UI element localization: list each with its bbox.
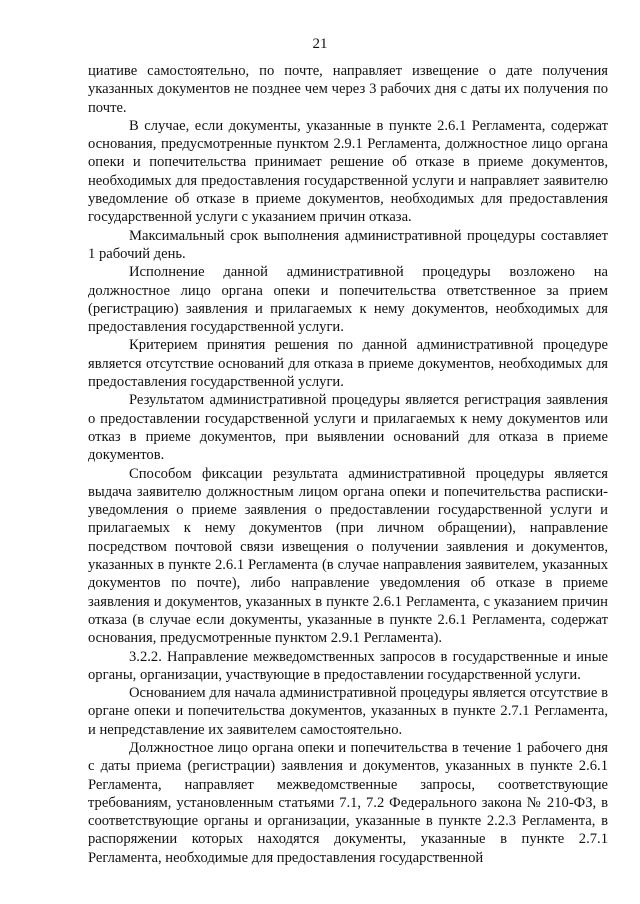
paragraph-refusal-case: В случае, если документы, указанные в пункте 2.6.1 Регламента, содержат основания, предусмотренные пунктом 2.9.1 Регламента, должностное лицо органа опеки и попечительства принимает решение об отказе в приеме документов, необходимых для предоставления государственной услуги и направляет заявителю уведомление об отказе в приеме документов, необходимых для предоставления государственной услуги с указанием причин отказа. (88, 117, 608, 226)
section-heading-3-2-2: 3.2.2. Направление межведомственных запросов в государственные и иные органы, организации, участвующие в предоставлении государственной услуги. (88, 648, 608, 683)
paragraph-decision-criterion: Критерием принятия решения по данной административной процедуре является отсутствие оснований для отказа в приеме документов, необходимых для предоставления государственной услуги. (88, 337, 608, 391)
paragraph-procedure-result: Результатом административной процедуры является регистрация заявления о предоставлении государственной услуги и прилагаемых к нему документов или отказ в приеме документов, при выявлении оснований для отказа в приеме документов. (88, 392, 608, 464)
paragraph-procedure-basis: Основанием для начала административной процедуры является отсутствие в органе опеки и попечительства документов, указанных в пункте 2.7.1 Регламента, и непредставление их заявителем самостоятельно. (88, 685, 608, 738)
paragraph-continuation: циативе самостоятельно, по почте, направляет извещение о дате получения указанных документов не позднее чем через 3 рабочих дня с даты их получения по почте. (88, 63, 608, 116)
document-body (88, 62, 608, 867)
paragraph-responsible-official: Исполнение данной административной процедуры возложено на должностное лицо органа опеки и попечительства ответственное за прием (регистрацию) заявления и прилагаемых к нему документов, необходимых для предоставления государственной услуги. (88, 264, 608, 336)
page-number: 21 (312, 36, 328, 52)
paragraph-interagency-requests: Должностное лицо органа опеки и попечительства в течение 1 рабочего дня с даты приема (регистрации) заявления и документов, указанных в пункте 2.6.1 Регламента, направляет межведомственные запросы, соответствующие требованиям, установленным статьями 7.1, 7.2 Федерального закона № 210-ФЗ, в соответствующие органы и организации, указанные в пункте 2.2.3 Регламента, в распоряжении которых находятся документы, указанные в пункте 2.7.1 Регламента, необходимые для предоставления государственной (88, 739, 608, 866)
paragraph-max-term: Максимальный срок выполнения административной процедуры составляет 1 рабочий день. (88, 227, 608, 262)
paragraph-result-fixation: Способом фиксации результата административной процедуры является выдача заявителю должностным лицом органа опеки и попечительства расписки-уведомления о приеме заявления о предоставлении государственной услуги и прилагаемых к нему документов (при личном обращении), направление посредством почтовой связи извещения о получении заявления и документов, указанных в пункте 2.6.1 Регламента (в случае направления заявителем, указанных документов по почте), либо направление уведомления об отказе в приеме заявления и документов, указанных в пункте 2.6.1 Регламента, с указанием причин отказа (в случае если документы, указанные в пункте 2.6.1 Регламента, содержат основания, предусмотренные пунктом 2.9.1 Регламента). (88, 465, 608, 647)
